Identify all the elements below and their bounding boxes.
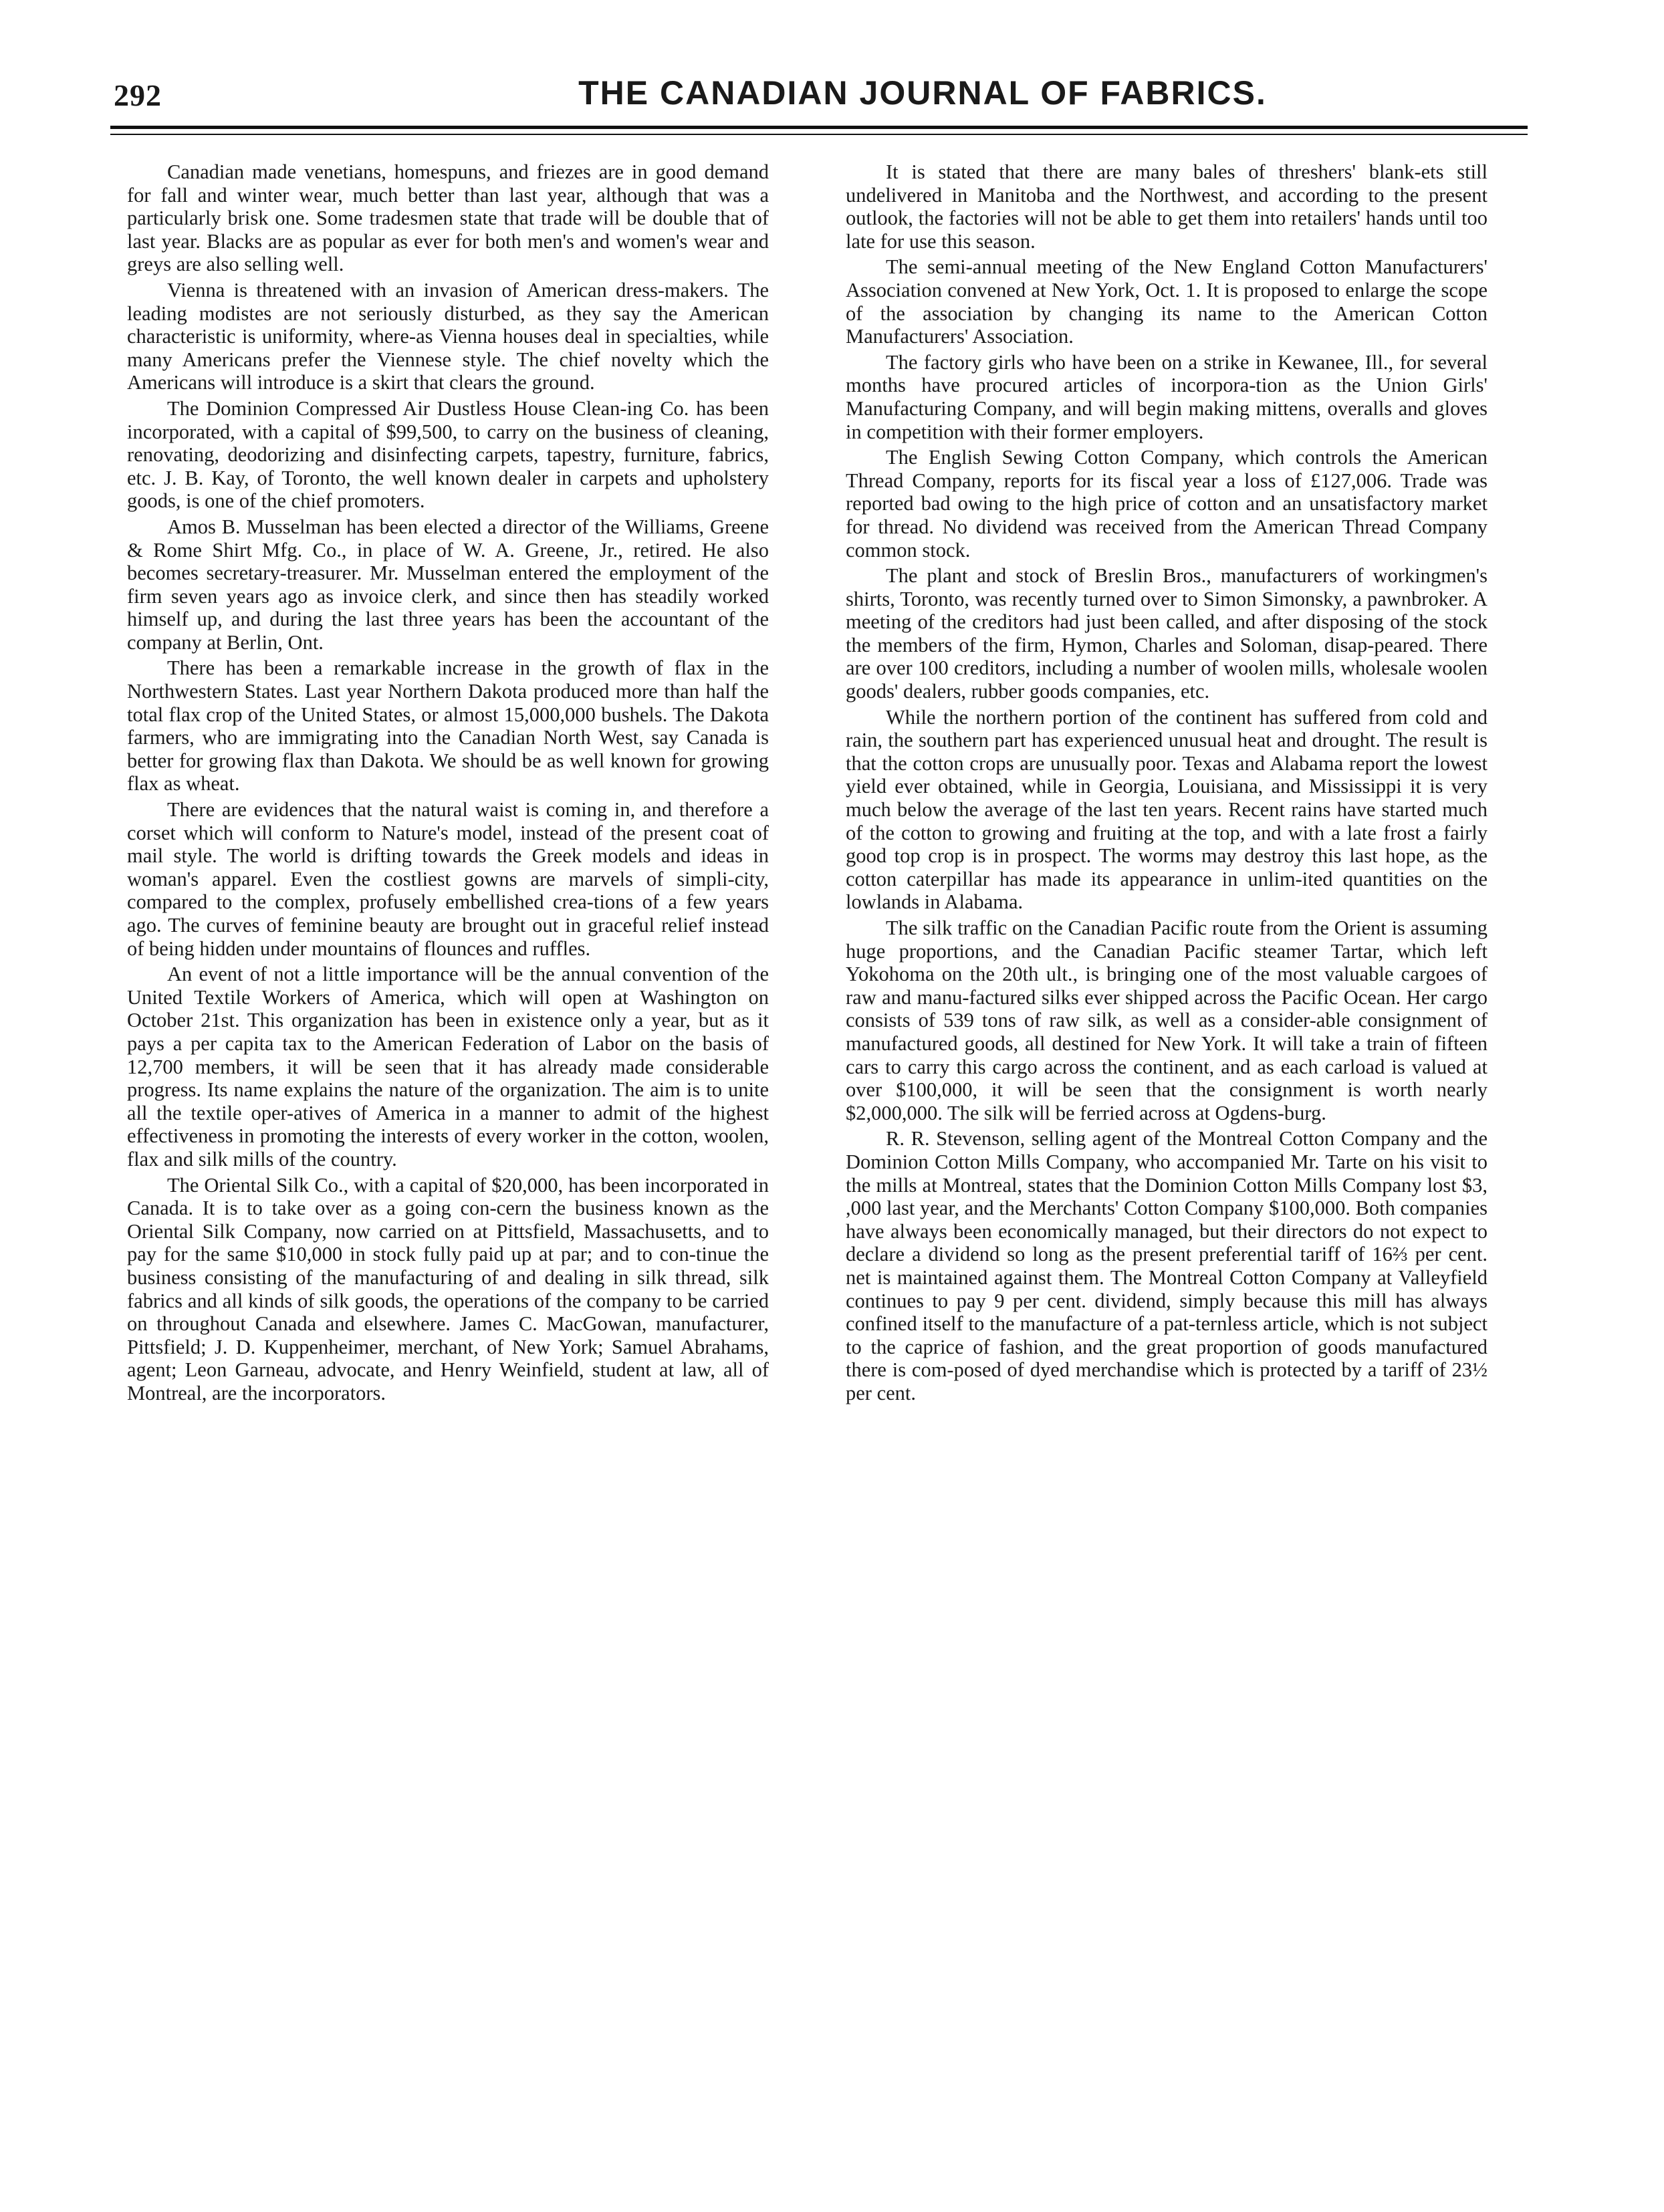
paragraph: R. R. Stevenson, selling agent of the Montreal Cotton Company and the Dominion Cotton Mills Company, who accompanied Mr. Tarte on his visit to the mills at Montreal, states that the Dominion Cotton Mills Company lost $3, ,000 last year, and the Merchants' Cotton Company $100,000. Both companies have always been economically managed, but their directors do not expect to declare a dividend so long as the present preferential tariff of 16⅔ per cent. net is maintained against them. The Montreal Cotton Company at Valleyfield continues to pay 9 per cent. dividend, simply because this mill has always confined itself to the manufacture of a pat-ternless article, which is not subject to the caprice of fashion, and the great proportion of goods manufactured there is com-posed of dyed merchandise which is protected by a tariff of 23½ per cent. — [846, 1127, 1488, 1404]
left-column — [127, 160, 769, 1407]
paragraph: It is stated that there are many bales of threshers' blank-ets still undelivered in Manitoba and the Northwest, and according to the present outlook, the factories will not be able to get them into retailers' hands until too late for use this season. — [846, 160, 1488, 253]
paragraph: While the northern portion of the continent has suffered from cold and rain, the southern part has experienced unusual heat and drought. The result is that the cotton crops are unusually poor. Texas and Alabama report the lowest yield ever obtained, while in Georgia, Louisiana, and Mississippi it is very much below the average of the last ten years. Recent rains have started much of the cotton to growing and fruiting at the top, and with a late frost a fairly good top crop is in prospect. The worms may destroy this last hope, as the cotton caterpillar has made its appearance in unlim-ited quantities on the lowlands in Alabama. — [846, 705, 1488, 914]
paragraph: The factory girls who have been on a strike in Kewanee, Ill., for several months have procured articles of incorpora-tion as the Union Girls' Manufacturing Company, and will begin making mittens, overalls and gloves in competition with their former employers. — [846, 350, 1488, 443]
header-rule-thin — [110, 134, 1528, 135]
right-column — [846, 160, 1488, 1407]
paragraph: An event of not a little importance will be the annual convention of the United Textile Workers of America, which will open at Washington on October 21st. This organization has been in existence only a year, but as it pays a per capita tax to the American Federation of Labor on the basis of 12,700 members, it will be seen that it has already made considerable progress. Its name explains the nature of the organization. The aim is to unite all the textile oper-atives of America in a manner to admit of the highest effectiveness in promoting the interests of every worker in the cotton, woolen, flax and silk mills of the country. — [127, 963, 769, 1171]
paragraph: Amos B. Musselman has been elected a director of the Williams, Greene & Rome Shirt Mfg. Co., in place of W. A. Greene, Jr., retired. He also becomes secretary-treasurer. Mr. Musselman entered the employment of the firm seven years ago as invoice clerk, and since then has steadily worked himself up, and during the last three years has been the accountant of the company at Berlin, Ont. — [127, 515, 769, 654]
paragraph: The Oriental Silk Co., with a capital of $20,000, has been incorporated in Canada. It is to take over as a going con-cern the business known as the Oriental Silk Company, now carried on at Pittsfield, Massachusetts, and to pay for the same $10,000 in stock fully paid up at par; and to con-tinue the business consisting of the manufacturing of and dealing in silk thread, silk fabrics and all kinds of silk goods, the operations of the company to be carried on throughout Canada and elsewhere. James C. MacGowan, manufacturer, Pittsfield; J. D. Kuppenheimer, merchant, of New York; Samuel Abrahams, agent; Leon Garneau, advocate, and Henry Weinfield, student at law, all of Montreal, are the incorporators. — [127, 1173, 769, 1404]
paragraph: The semi-annual meeting of the New England Cotton Manufacturers' Association convened at New York, Oct. 1. It is proposed to enlarge the scope of the association by changing its name to the American Cotton Manufacturers' Association. — [846, 255, 1488, 348]
paragraph: The Dominion Compressed Air Dustless House Clean-ing Co. has been incorporated, with a capital of $99,500, to carry on the business of cleaning, renovating, deodorizing and disinfecting carpets, tapestry, furniture, fabrics, etc. J. B. Kay, of Toronto, the well known dealer in carpets and upholstery goods, is one of the chief promoters. — [127, 396, 769, 513]
paragraph: The silk traffic on the Canadian Pacific route from the Orient is assuming huge proportions, and the Canadian Pacific steamer Tartar, which left Yokohoma on the 20th ult., is bringing one of the most valuable cargoes of raw and manu-factured silks ever shipped across the Pacific Ocean. Her cargo consists of 539 tons of raw silk, as well as a consider-able consignment of manufactured goods, all destined for New York. It will take a train of fifteen cars to carry this cargo across the continent, and as each carload is valued at over $100,000, it will be seen that the consignment is worth nearly $2,000,000. The silk will be ferried across at Ogdens-burg. — [846, 916, 1488, 1124]
paragraph: There has been a remarkable increase in the growth of flax in the Northwestern States. Last year Northern Dakota produced more than half the total flax crop of the United States, or almost 15,000,000 bushels. The Dakota farmers, who are immigrating into the Canadian North West, say Canada is better for growing flax than Dakota. We should be as well known for growing flax as wheat. — [127, 656, 769, 795]
paragraph: Canadian made venetians, homespuns, and friezes are in good demand for fall and winter wear, much better than last year, although that was a particularly brisk one. Some tradesmen state that trade will be double that of last year. Blacks are as popular as ever for both men's and women's wear and greys are also selling well. — [127, 160, 769, 276]
paragraph: Vienna is threatened with an invasion of American dress-makers. The leading modistes are not seriously disturbed, as they say the American characteristic is uniformity, where-as Vienna houses deal in specialties, while many Americans prefer the Viennese style. The chief novelty which the Americans will introduce is a skirt that clears the ground. — [127, 278, 769, 394]
paragraph: There are evidences that the natural waist is coming in, and therefore a corset which will conform to Nature's model, instead of the present coat of mail style. The world is drifting towards the Greek models and ideas in woman's apparel. Even the costliest gowns are marvels of simpli-city, compared to the complex, profusely embellished crea-tions of a few years ago. The curves of feminine beauty are brought out in graceful relief instead of being hidden under mountains of flounces and ruffles. — [127, 798, 769, 960]
running-head: THE CANADIAN JOURNAL OF FABRICS. — [578, 74, 1267, 112]
page-number: 292 — [114, 78, 162, 112]
paragraph: The plant and stock of Breslin Bros., manufacturers of workingmen's shirts, Toronto, was recently turned over to Simon Simonsky, a pawnbroker. A meeting of the creditors had just been called, and after disposing of the stock the members of the firm, Hymon, Charles and Soloman, disap-peared. There are over 100 creditors, including a number of woolen mills, wholesale woolen goods' dealers, rubber goods companies, etc. — [846, 564, 1488, 703]
paragraph: The English Sewing Cotton Company, which controls the American Thread Company, reports for its fiscal year a loss of £127,006. Trade was reported bad owing to the high price of cotton and an unsatisfactory market for thread. No dividend was received from the American Thread Company common stock. — [846, 446, 1488, 562]
header-rule-thick — [110, 126, 1528, 129]
